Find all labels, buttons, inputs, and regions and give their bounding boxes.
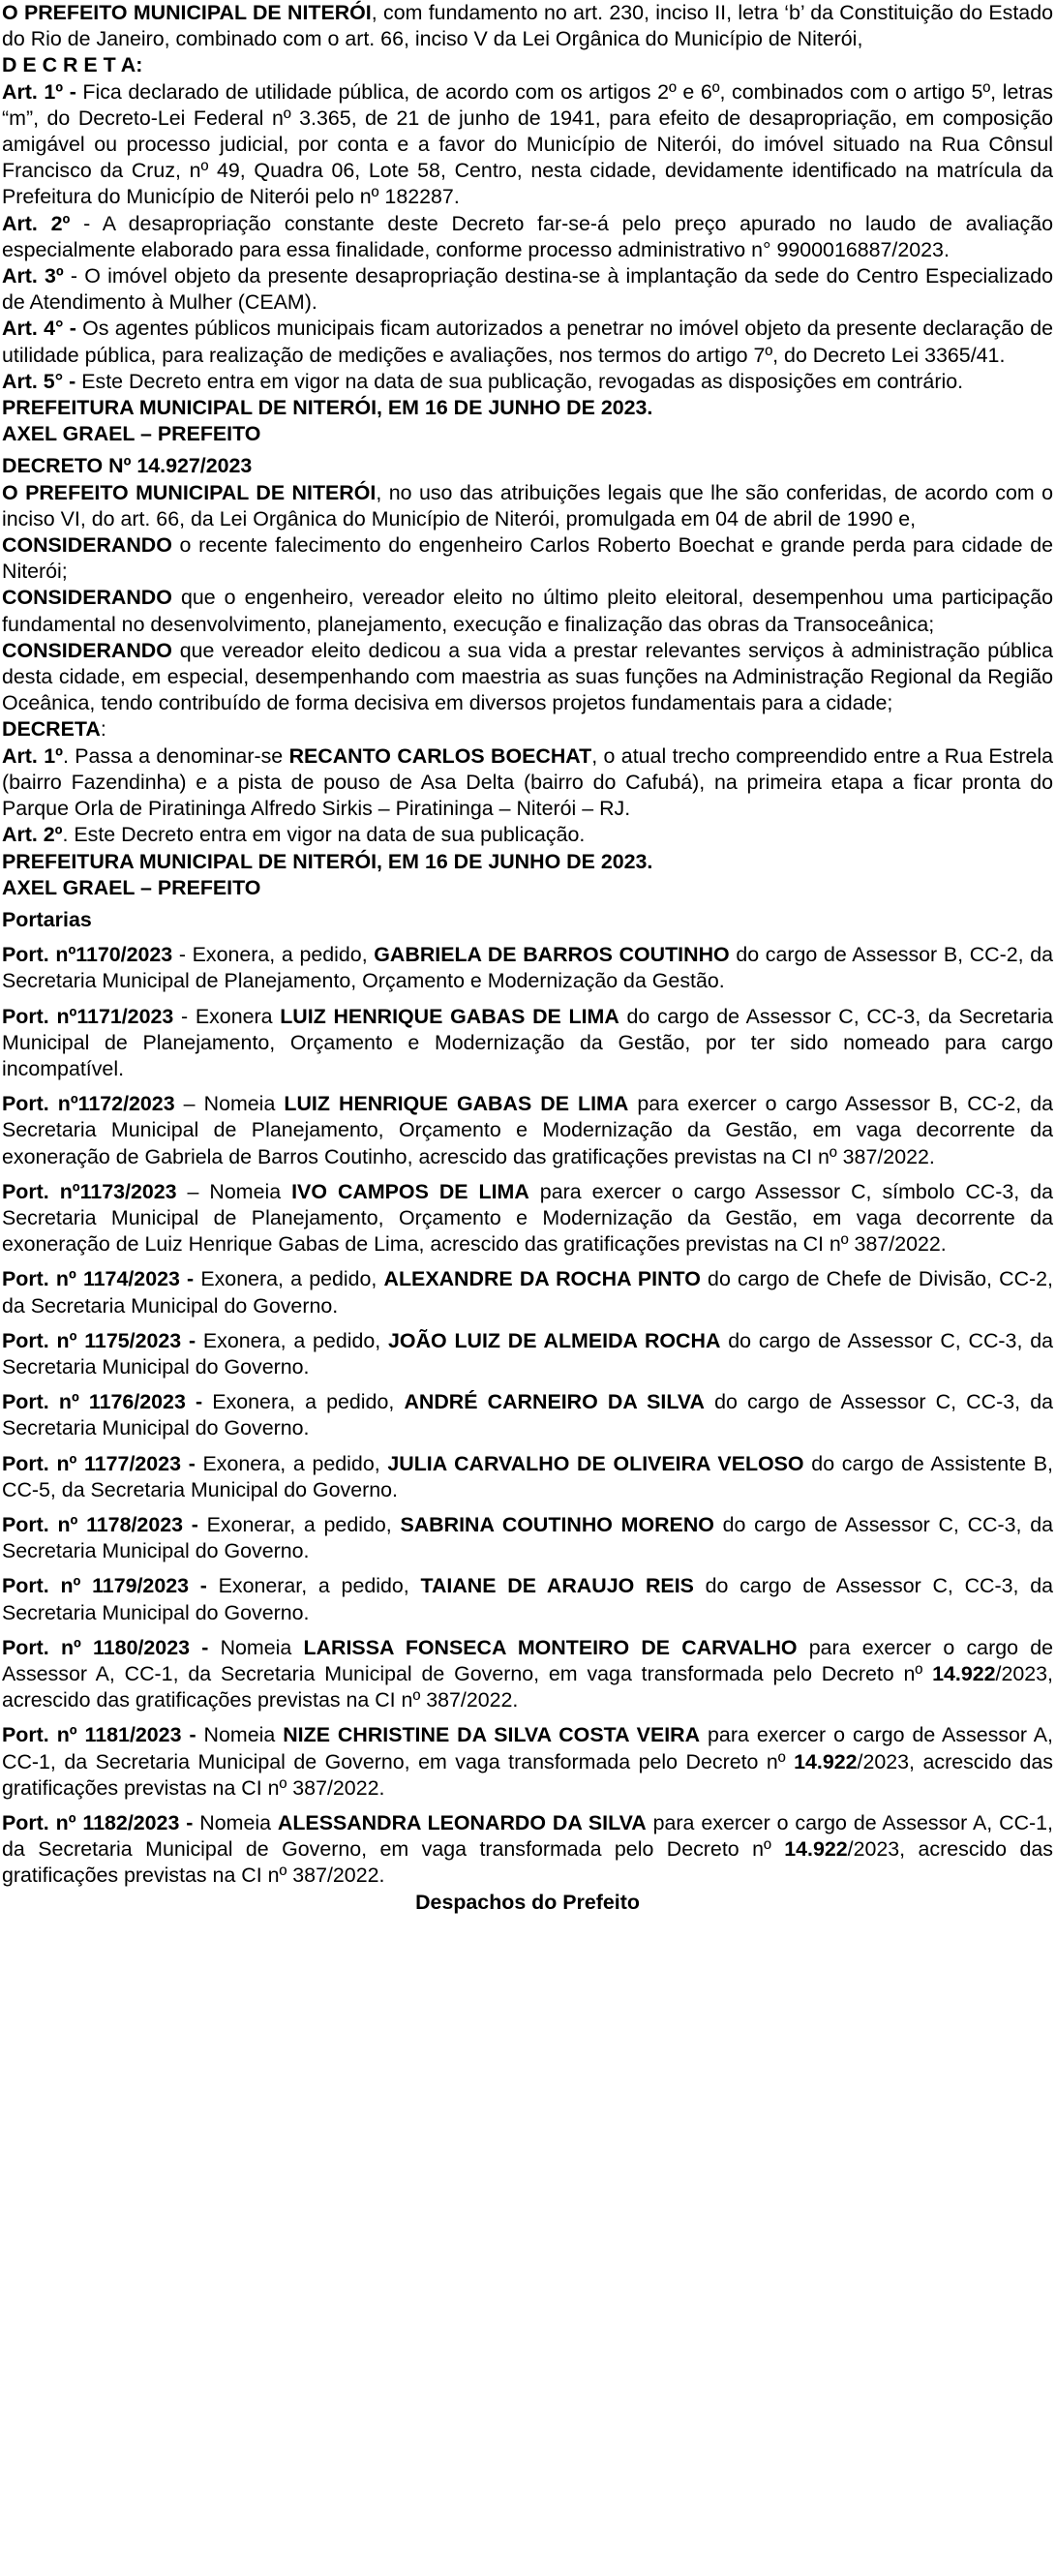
text-run: Nomeia [199,1811,278,1834]
portaria-item [2,1573,1053,1625]
bold-text-run: ALEXANDRE DA ROCHA PINTO [383,1267,701,1291]
bold-text-run: Port. nº 1174/2023 - [2,1267,201,1291]
bold-text-run: ANDRÉ CARNEIRO DA SILVA [404,1390,705,1414]
text-run: o recente falecimento do engenheiro Carlos Roberto Boechat e grande perda para cidade de Niterói; [2,533,1053,584]
bold-text-run: Art. 1º - [2,79,83,104]
portaria-item [2,1722,1053,1802]
text-run: /2023, acrescido das gratificações previstas na CI nº 387/2022. [2,1661,1053,1712]
bold-text-run: NIZE CHRISTINE DA SILVA COSTA VEIRA [283,1723,701,1747]
bold-text-run: LUIZ HENRIQUE GABAS DE LIMA [284,1092,629,1116]
decreta-heading-2 [2,716,1053,742]
bold-text-run: Portarias [2,907,92,931]
bold-text-run: 14.922 [794,1749,858,1773]
text-run: : [100,717,106,742]
bold-text-run: Port. nº 1175/2023 - [2,1328,203,1352]
portaria-item [2,942,1053,994]
text-run: Exonera, a pedido, [202,1451,388,1475]
portaria-item [2,1328,1053,1380]
text-run: – Nomeia [174,1092,285,1116]
bold-text-run: LUIZ HENRIQUE GABAS DE LIMA [280,1004,619,1028]
signature-line [2,421,1053,447]
portaria-item [2,1810,1053,1890]
bold-text-run: PREFEITURA MUNICIPAL DE NITERÓI, EM 16 DE JUNHO DE 2023. [2,849,653,873]
portaria-item [2,1451,1053,1503]
text-run: . Este Decreto entra em vigor na data de sua publicação. [62,823,586,847]
bold-text-run: JULIA CARVALHO DE OLIVEIRA VELOSO [387,1451,804,1475]
bold-text-run: O PREFEITO MUNICIPAL DE NITERÓI [2,480,377,504]
text-run: Exonera, a pedido, [200,1267,384,1291]
bold-text-run: ALESSANDRA LEONARDO DA SILVA [277,1811,647,1834]
portaria-item [2,1091,1053,1170]
portaria-item [2,1635,1053,1714]
text-run: do cargo de Assessor C, CC-3, da Secretaria Municipal do Governo. [2,1512,1053,1563]
bold-text-run: Despachos do Prefeito [415,1890,640,1914]
bold-text-run: Port. nº 1180/2023 - [2,1635,221,1659]
considerando-1 [2,532,1053,585]
portaria-item [2,1389,1053,1441]
bold-text-run: Art. 2º [2,211,71,235]
portaria-item [2,1004,1053,1083]
text-run: para exercer o cargo de Assessor A, CC-1, da Secretaria Municipal de Governo, em vaga transformada pelo Decreto nº [2,1635,1054,1685]
text-run: do cargo de Assessor C, CC-3, da Secretaria Municipal do Governo. [2,1328,1053,1379]
portarias-list [2,942,1053,1890]
text-run: Exonerar, a pedido, [218,1574,421,1598]
bold-text-run: PREFEITURA MUNICIPAL DE NITERÓI, EM 16 DE JUNHO DE 2023. [2,396,653,420]
bold-text-run: Art. 2º [2,823,63,847]
portaria-item [2,1266,1053,1318]
text-run: para exercer o cargo Assessor C, símbolo CC-3, da Secretaria Municipal de Planejamento, Orçamento e Modernização da Gestão, em vaga decorrente da exoneração de Luiz Henrique Gabas de Lima, acrescido das gratificações previstas na CI nº 387/2022. [2,1179,1053,1257]
text-run: . Passa a denominar-se [62,743,289,768]
text-run: do cargo de Assessor C, CC-3, da Secretaria Municipal de Planejamento, Orçamento e Modernização da Gestão, por ter sido nomeado para cargo incompatível. [2,1004,1053,1080]
bold-text-run: Port. nº 1181/2023 - [2,1723,204,1747]
bold-text-run: SABRINA COUTINHO MORENO [400,1512,714,1536]
bold-text-run: Port. nº 1182/2023 - [2,1811,200,1834]
decreta-heading [2,52,1053,78]
text-run: Este Decreto entra em vigor na data de sua publicação, revogadas as disposições em contrário. [81,369,964,393]
text-run: Nomeia [203,1723,284,1747]
text-run: para exercer o cargo Assessor B, CC-2, da Secretaria Municipal de Planejamento, Orçamento e Modernização da Gestão, em vaga decorrente da exoneração de Gabriela de Barros Coutinho, acrescido das gratificações previstas na CI nº 387/2022. [2,1092,1054,1168]
text-run: Os agentes públicos municipais ficam autorizados a penetrar no imóvel objeto da presente declaração de utilidade pública, para realização de medições e avaliações, nos termos do artigo 7º, do Decreto Lei 3365/41. [2,317,1054,367]
bold-text-run: Port. nº1172/2023 [2,1092,175,1116]
decree-intro-paragraph [2,0,1053,52]
text-run: para exercer o cargo de Assessor A, CC-1, da Secretaria Municipal de Governo, em vaga transformada pelo Decreto nº [2,1723,1053,1773]
bold-text-run: DECRETO Nº 14.927/2023 [2,454,253,478]
bold-text-run: Port. nº 1176/2023 - [2,1390,213,1414]
bold-text-run: TAIANE DE ARAUJO REIS [420,1574,694,1598]
considerando-2 [2,585,1053,637]
text-run: - A desapropriação constante deste Decreto far-se-á pelo preço apurado no laudo de avaliação especialmente elaborado para essa finalidade, conforme processo administrativo n° 9900016887/2023. [2,211,1054,261]
bold-text-run: LARISSA FONSECA MONTEIRO DE CARVALHO [303,1635,798,1659]
text-run: do cargo de Assessor B, CC-2, da Secretaria Municipal de Planejamento, Orçamento e Modernização da Gestão. [2,943,1054,993]
bold-text-run: 14.922 [784,1837,848,1862]
bold-text-run: CONSIDERANDO [2,533,172,558]
date-line-2 [2,849,1053,875]
decree-2-article-1 [2,743,1053,823]
bold-text-run: Port. nº 1179/2023 - [2,1574,219,1598]
despachos-heading [2,1890,1053,1916]
text-run: Nomeia [220,1635,304,1659]
text-run: , com fundamento no art. 230, inciso II, letra ‘b’ da Constituição do Estado do Rio de Janeiro, combinado com o art. 66, inciso V da Lei Orgânica do Município de Niterói, [2,1,1054,51]
portaria-item [2,1512,1053,1564]
text-run: que vereador eleito dedicou a sua vida a prestar relevantes serviços à administração pública desta cidade, em especial, desempenhando com maestria as suas funções na Administração Regional da Região Oceânica, tendo contribuído de forma decisiva em diversos projetos fundamentais para a cidade; [2,638,1053,715]
signature-line-2 [2,875,1053,901]
decree-2-intro-paragraph [2,480,1053,532]
text-run: que o engenheiro, vereador eleito no último pleito eleitoral, desempenhou uma participação fundamental no desenvolvimento, planejamento, execução e finalização das obras da Transoceânica; [2,586,1053,636]
text-run: Exonera, a pedido, [202,1328,389,1352]
bold-text-run: D E C R E T A: [2,53,143,77]
text-run: do cargo de Chefe de Divisão, CC-2, da Secretaria Municipal do Governo. [2,1267,1053,1318]
bold-text-run: JOÃO LUIZ DE ALMEIDA ROCHA [388,1328,721,1352]
bold-text-run: GABRIELA DE BARROS COUTINHO [374,943,730,967]
considerando-3 [2,638,1053,717]
bold-text-run: O PREFEITO MUNICIPAL DE NITERÓI [2,1,372,24]
text-run: - O imóvel objeto da presente desapropriação destina-se à implantação da sede do Centro Especializado de Atendimento à Mulher (CEAM). [2,264,1053,315]
text-run: Exonera, a pedido, [212,1390,405,1414]
date-line [2,395,1053,421]
bold-text-run: CONSIDERANDO [2,586,172,610]
text-run: Exonerar, a pedido, [206,1512,401,1536]
bold-text-run: Port. nº 1178/2023 - [2,1512,207,1536]
text-run: para exercer o cargo de Assessor A, CC-1, da Secretaria Municipal de Governo, em vaga transformada pelo Decreto nº [2,1811,1054,1862]
decree-2-article-2 [2,822,1053,848]
bold-text-run: RECANTO CARLOS BOECHAT [288,743,592,768]
article-5-paragraph [2,369,1053,395]
text-run: /2023, acrescido das gratificações previstas na CI nº 387/2022. [2,1749,1053,1800]
bold-text-run: Port. nº1170/2023 [2,943,173,967]
text-run: /2023, acrescido das gratificações previstas na CI nº 387/2022. [2,1837,1053,1888]
text-run: do cargo de Assessor C, CC-3, da Secretaria Municipal do Governo. [2,1574,1053,1624]
bold-text-run: AXEL GRAEL – PREFEITO [2,875,261,899]
text-run: - Exonera, a pedido, [172,943,375,967]
bold-text-run: 14.922 [932,1661,996,1685]
article-2-paragraph [2,211,1053,263]
bold-text-run: DECRETA [2,717,101,742]
bold-text-run: Art. 4° - [2,317,83,341]
article-3-paragraph [2,263,1053,316]
bold-text-run: Art. 1º [2,743,63,768]
article-4-paragraph [2,316,1053,368]
text-run: - Exonera [173,1004,281,1028]
portarias-heading [2,907,1053,933]
decree-title [2,453,1053,479]
bold-text-run: Art. 3º [2,264,64,288]
bold-text-run: AXEL GRAEL – PREFEITO [2,422,261,446]
bold-text-run: Port. nº1171/2023 [2,1004,174,1028]
bold-text-run: Art. 5° - [2,369,82,393]
article-1-paragraph [2,79,1053,211]
text-run: , no uso das atribuições legais que lhe são conferidas, de acordo com o inciso VI, do art. 66, da Lei Orgânica do Município de Niterói, promulgada em 04 de abril de 1990 e, [2,480,1054,530]
text-run: Fica declarado de utilidade pública, de acordo com os artigos 2º e 6º, combinados com o artigo 5º, letras “m”, do Decreto-Lei Federal nº 3.365, de 21 de junho de 1941, para efeito de desapropriação, em composição amigável ou processo judicial, por conta e a favor do Município de Niterói, do imóvel situado na Rua Cônsul Francisco da Cruz, nº 49, Quadra 06, Lote 58, Centro, nesta cidade, devidamente identificado na matrícula da Prefeitura do Município de Niterói pelo nº 182287. [2,79,1054,209]
portaria-item [2,1179,1053,1258]
text-run: – Nomeia [176,1179,292,1203]
bold-text-run: Port. nº1173/2023 [2,1179,177,1203]
bold-text-run: IVO CAMPOS DE LIMA [291,1179,529,1203]
text-run: do cargo de Assistente B, CC-5, da Secretaria Municipal do Governo. [2,1451,1053,1501]
text-run: do cargo de Assessor C, CC-3, da Secretaria Municipal do Governo. [2,1390,1053,1440]
bold-text-run: Port. nº 1177/2023 - [2,1451,203,1475]
bold-text-run: CONSIDERANDO [2,638,172,662]
text-run: , o atual trecho compreendido entre a Rua Estrela (bairro Fazendinha) e a pista de pouso de Asa Delta (bairro do Cafubá), na primeira etapa a ficar pronta do Parque Orla de Piratininga Alfredo Sirkis – Piratininga – Niterói – RJ. [2,743,1053,821]
